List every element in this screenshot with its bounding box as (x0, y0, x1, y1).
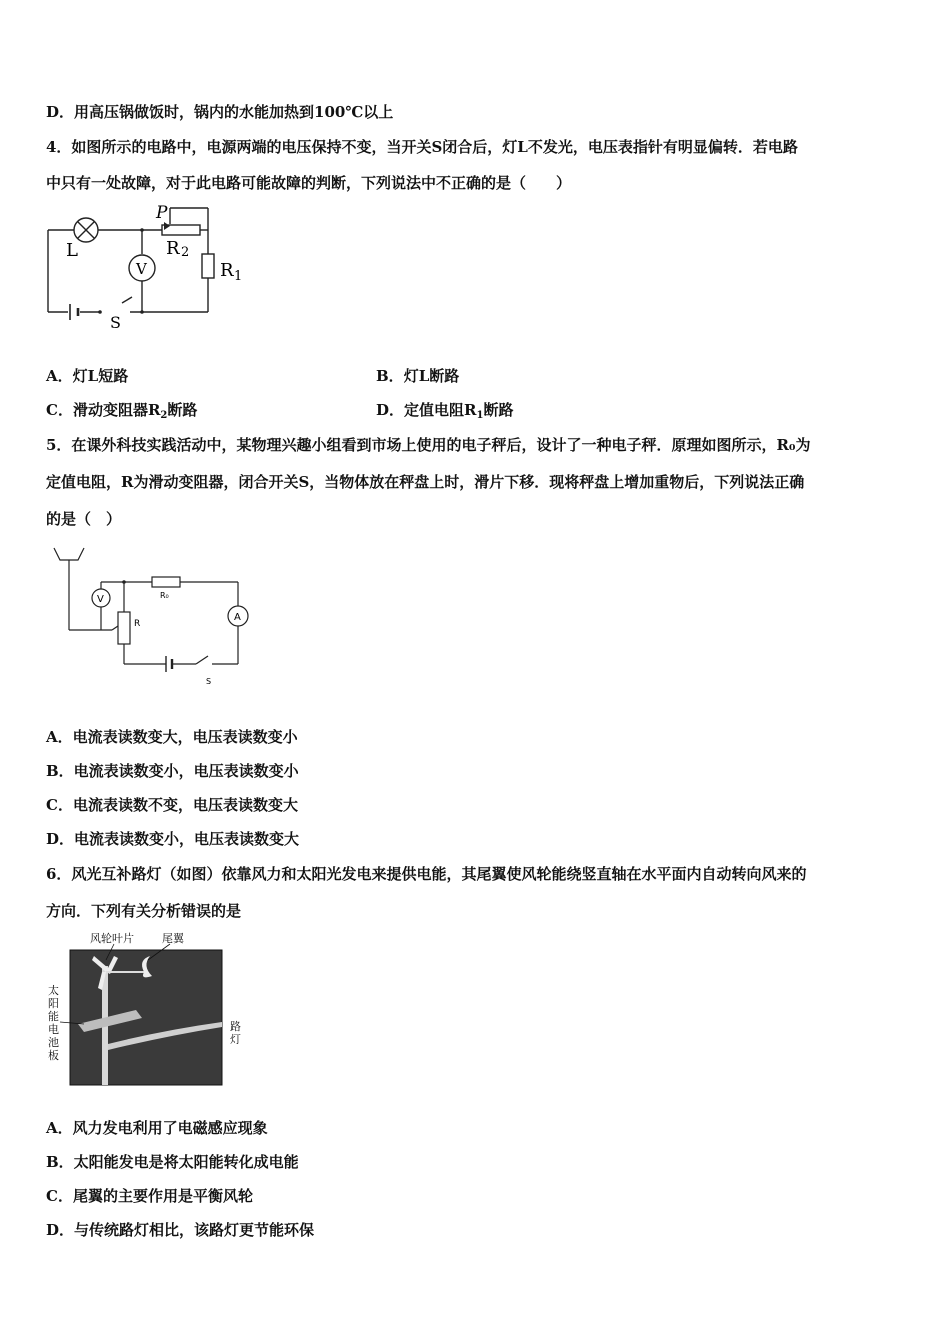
q4-circuit-diagram (40, 200, 260, 335)
slider-label: P (156, 203, 168, 223)
q6-option-c: C．尾翼的主要作用是平衡风轮 (46, 1187, 253, 1205)
q4-option-b: B．灯L断路 (376, 367, 460, 385)
switch-label: S (110, 313, 121, 332)
q5-stem-line2: 定值电阻，R为滑动变阻器，闭合开关S，当物体放在秤盘上时，滑片下移．现将秤盘上增加重物后，下列说法正确 (46, 473, 805, 491)
ammeter-label: A (234, 612, 241, 623)
q5-option-b: B．电流表读数变小，电压表读数变小 (46, 762, 299, 780)
lamp-label: L (66, 240, 78, 261)
r2-label: R (166, 238, 180, 259)
tail-label: 尾翼 (162, 932, 184, 945)
q6-stem-line2: 方向．下列有关分析错误的是 (46, 902, 242, 920)
q4-option-a: A．灯L短路 (46, 367, 129, 385)
q5-circuit-diagram (46, 542, 256, 692)
q6-option-d: D．与传统路灯相比，该路灯更节能环保 (46, 1221, 315, 1239)
voltmeter-label: V (136, 260, 147, 278)
q5-stem-line1: 5．在课外科技实践活动中，某物理兴趣小组看到市场上使用的电子秤后，设计了一种电子秤．原理如图所示，R₀为 (46, 436, 811, 454)
panel-label-1: 太 (48, 984, 59, 997)
r2-subscript: 2 (181, 245, 190, 260)
switch-label: S (206, 677, 212, 686)
panel-label-4: 电 (48, 1023, 59, 1036)
r-label: R (134, 619, 141, 629)
q4-option-d: D．定值电阻$R_1$断路 (376, 401, 514, 421)
q5-option-c: C．电流表读数不变，电压表读数变大 (46, 796, 298, 814)
q5-stem-line3: 的是（ ） (46, 510, 122, 528)
panel-label-5: 池 (48, 1036, 59, 1049)
q3-option-d: D．用高压锅做饭时，锅内的水能加热到100℃以上 (46, 103, 394, 121)
r1-subscript: 1 (234, 269, 243, 284)
panel-label-6: 板 (48, 1049, 59, 1062)
lamp-label-1: 路 (230, 1020, 241, 1033)
q5-option-a: A．电流表读数变大，电压表读数变小 (46, 728, 298, 746)
q6-street-lamp-photo (44, 926, 254, 1091)
q6-option-b: B．太阳能发电是将太阳能转化成电能 (46, 1153, 299, 1171)
voltmeter-label: V (97, 594, 104, 605)
r0-label: R₀ (160, 591, 169, 600)
q4-stem-line2: 中只有一处故障，对于此电路可能故障的判断，下列说法中不正确的是（ ） (46, 174, 572, 192)
panel-label-3: 能 (48, 1010, 59, 1023)
lamp-label-2: 灯 (230, 1033, 241, 1046)
r1-label: R (220, 260, 234, 281)
q5-option-d: D．电流表读数变小，电压表读数变大 (46, 830, 300, 848)
blades-label: 风轮叶片 (90, 932, 134, 945)
q6-option-a: A．风力发电利用了电磁感应现象 (46, 1119, 268, 1137)
q4-stem-line1: 4．如图所示的电路中，电源两端的电压保持不变，当开关S闭合后，灯L不发光，电压表指针有明显偏转．若电路 (46, 138, 798, 156)
q4-option-c: C．滑动变阻器$R_2$断路 (46, 401, 198, 421)
panel-label-2: 阳 (48, 997, 59, 1010)
q6-stem-line1: 6．风光互补路灯（如图）依靠风力和太阳光发电来提供电能，其尾翼使风轮能绕竖直轴在水平面内自动转向风来的 (46, 865, 807, 883)
